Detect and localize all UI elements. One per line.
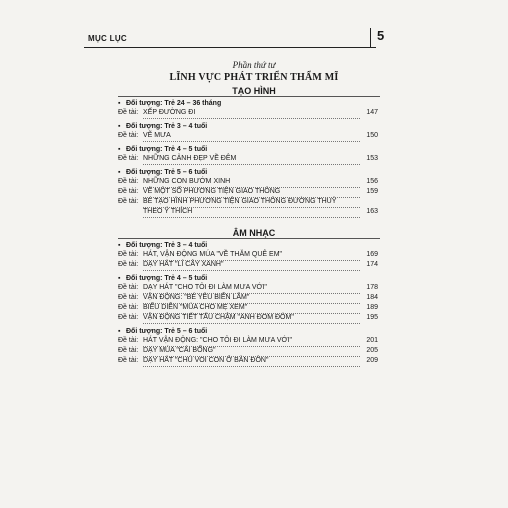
- entry-title: XẾP ĐƯỜNG ĐI: [143, 109, 196, 116]
- toc-entry: [118, 294, 378, 304]
- group-label-text: Đối tượng: Trẻ 5 – 6 tuổi: [126, 169, 208, 176]
- entry-page: 184: [366, 294, 378, 301]
- toc-entry: [118, 188, 378, 198]
- toc-entry: [118, 109, 378, 119]
- entry-prefix: Đề tài:: [118, 198, 139, 205]
- toc-entry: [118, 208, 378, 218]
- group-label-text: Đối tượng: Trẻ 24 – 36 tháng: [126, 100, 222, 107]
- part-label: Phần thứ tư: [232, 60, 276, 70]
- group-label: [118, 123, 207, 130]
- entry-page: 150: [366, 132, 378, 139]
- group-label-text: Đối tượng: Trẻ 3 – 4 tuổi: [126, 123, 208, 130]
- tao_hinh-heading: TẠO HÌNH: [232, 86, 276, 96]
- entry-prefix: Đề tài:: [118, 314, 139, 321]
- bullet-icon: ▪: [118, 169, 121, 176]
- entry-page: 205: [366, 347, 378, 354]
- toc-entry: [118, 198, 378, 208]
- entry-prefix: Đề tài:: [118, 109, 139, 116]
- bullet-icon: ▪: [118, 275, 121, 282]
- entry-title: HÁT, VẬN ĐỘNG MÚA "VỀ THĂM QUÊ EM": [143, 251, 283, 258]
- header-rule: [84, 47, 376, 48]
- group-label-text: Đối tượng: Trẻ 4 – 5 tuổi: [126, 146, 208, 153]
- group-label: [118, 146, 207, 153]
- entry-prefix: Đề tài:: [118, 155, 139, 162]
- toc-entry: [118, 357, 378, 367]
- entry-prefix: Đề tài:: [118, 294, 139, 301]
- entry-title: NHỮNG CON BƯỚM XINH: [143, 178, 231, 185]
- toc-entry: [118, 314, 378, 324]
- entry-prefix: Đề tài:: [118, 251, 139, 258]
- entry-page: 153: [366, 155, 378, 162]
- entry-page: 195: [366, 314, 378, 321]
- toc-entry: [118, 178, 378, 188]
- entry-prefix: Đề tài:: [118, 261, 139, 268]
- entry-title: BÉ TẠO HÌNH PHƯƠNG TIỆN GIAO THÔNG ĐƯỜNG THUỶ: [143, 198, 337, 205]
- entry-prefix: Đề tài:: [118, 178, 139, 185]
- entry-prefix: Đề tài:: [118, 347, 139, 354]
- bullet-icon: ▪: [118, 328, 121, 335]
- entry-page: 159: [366, 188, 378, 195]
- entry-title: VẬN ĐỘNG TIẾT TẤU CHẬM "ANH ĐOM ĐÓM": [143, 314, 294, 321]
- toc-entry: [118, 261, 378, 271]
- entry-page: 178: [366, 284, 378, 291]
- bullet-icon: ▪: [118, 146, 121, 153]
- toc-entry: [118, 251, 378, 261]
- group-label-text: Đối tượng: Trẻ 4 – 5 tuổi: [126, 275, 208, 282]
- entry-prefix: Đề tài:: [118, 132, 139, 139]
- group-label: [118, 169, 207, 176]
- entry-prefix: Đề tài:: [118, 357, 139, 364]
- toc-entry: [118, 337, 378, 347]
- group-label: [118, 275, 207, 282]
- header-divider: [370, 28, 371, 48]
- entry-page: 209: [366, 357, 378, 364]
- bullet-icon: ▪: [118, 100, 121, 107]
- entry-page: 147: [366, 109, 378, 116]
- entry-title: DẠY HÁT "CHO TÔI ĐI LÀM MƯA VỚI": [143, 284, 267, 291]
- entry-title: VẬN ĐỘNG: "BÉ YÊU BIỂN LẮM": [143, 294, 250, 301]
- entry-page: 163: [366, 208, 378, 215]
- entry-title: NHỮNG CẢNH ĐẸP VỀ ĐÊM: [143, 155, 237, 162]
- entry-title: DẠY HÁT "LÍ CÂY XANH": [143, 261, 224, 268]
- bullet-icon: ▪: [118, 242, 121, 249]
- toc-entry: [118, 132, 378, 142]
- entry-page: 189: [366, 304, 378, 311]
- group-label-text: Đối tượng: Trẻ 3 – 4 tuổi: [126, 242, 208, 249]
- group-label: [118, 100, 221, 107]
- entry-prefix: Đề tài:: [118, 304, 139, 311]
- entry-title: DẠY HÁT "CHÚ VOI CON Ở BẢN ĐÔN": [143, 357, 269, 364]
- header-title: MỤC LỤC: [88, 34, 127, 43]
- entry-title: VẼ MƯA: [143, 132, 171, 139]
- entry-page: 201: [366, 337, 378, 344]
- toc-entry: [118, 347, 378, 357]
- section-title: LĨNH VỰC PHÁT TRIỂN THẨM MĨ: [169, 72, 339, 83]
- entry-page: 174: [366, 261, 378, 268]
- toc-entry: [118, 155, 378, 165]
- entry-prefix: Đề tài:: [118, 188, 139, 195]
- am_nhac-rule: [118, 238, 380, 239]
- group-label: [118, 328, 207, 335]
- bullet-icon: ▪: [118, 123, 121, 130]
- entry-page: 156: [366, 178, 378, 185]
- entry-prefix: Đề tài:: [118, 284, 139, 291]
- entry-title: THEO Ý THÍCH: [143, 208, 193, 215]
- tao_hinh-rule: [118, 96, 380, 97]
- group-label-text: Đối tượng: Trẻ 5 – 6 tuổi: [126, 328, 208, 335]
- entry-title: DẠY MÚA "CÁI BỐNG": [143, 347, 216, 354]
- am_nhac-heading: ÂM NHẠC: [232, 228, 276, 238]
- page-number: 5: [377, 28, 385, 43]
- entry-title: BIỂU DIỄN "MÚA CHO MẸ XEM": [143, 304, 248, 311]
- entry-page: 169: [366, 251, 378, 258]
- entry-prefix: Đề tài:: [118, 337, 139, 344]
- entry-title: HÁT VẬN ĐỘNG: "CHO TÔI ĐI LÀM MƯA VỚI": [143, 337, 292, 344]
- toc-entry: [118, 284, 378, 294]
- entry-title: VẼ MỘT SỐ PHƯƠNG TIỆN GIAO THÔNG: [143, 188, 281, 195]
- toc-entry: [118, 304, 378, 314]
- group-label: [118, 242, 207, 249]
- running-header: [84, 30, 384, 46]
